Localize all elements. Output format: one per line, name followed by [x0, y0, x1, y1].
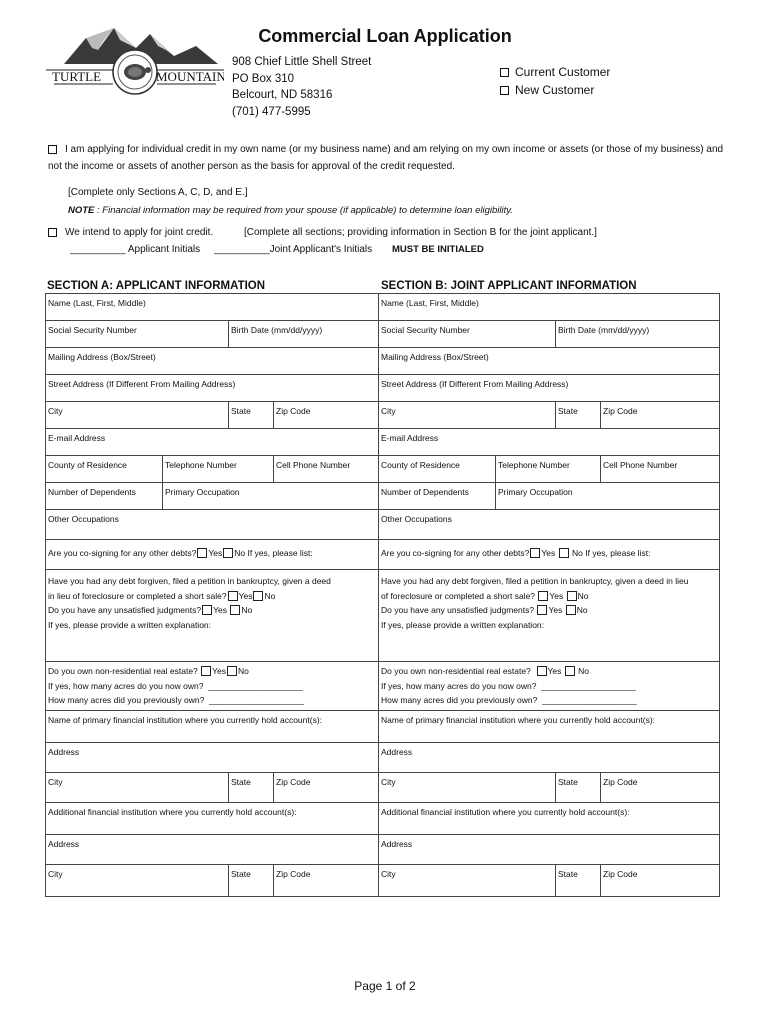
- joint-acres-prev-input[interactable]: ____________________: [542, 695, 637, 705]
- applicant-state-field[interactable]: State: [229, 402, 274, 428]
- applicant-zip-field[interactable]: Zip Code: [276, 406, 311, 416]
- joint-acres-now-input[interactable]: ____________________: [541, 680, 636, 691]
- joint-applicant-initials[interactable]: __________Joint Applicant's Initials: [214, 244, 373, 255]
- applicant-mailing-address-field[interactable]: Mailing Address (Box/Street): [46, 348, 379, 375]
- joint-additional-zip-field[interactable]: Zip Code: [603, 868, 638, 879]
- joint-debt-yes-checkbox[interactable]: [538, 591, 548, 601]
- current-customer-label: Current Customer: [515, 65, 611, 79]
- joint-zip-field[interactable]: Zip Code: [603, 406, 638, 416]
- joint-primary-institution-field[interactable]: Name of primary financial institution where you currently hold account(s):: [379, 710, 720, 742]
- applicant-cell-phone-field[interactable]: Cell Phone Number: [276, 460, 351, 470]
- turtle-mountain-logo: [46, 26, 224, 98]
- applicant-occupation-field[interactable]: Primary Occupation: [165, 487, 240, 497]
- joint-cosign-no-checkbox[interactable]: [559, 548, 569, 558]
- applicant-additional-institution-field[interactable]: Additional financial institution where you currently hold account(s):: [46, 802, 379, 834]
- page-number: Page 1 of 2: [354, 979, 416, 993]
- joint-telephone-field[interactable]: Telephone Number: [496, 456, 601, 482]
- joint-additional-institution-field[interactable]: Additional financial institution where you currently hold account(s):: [379, 802, 720, 834]
- credit-intro: [48, 141, 728, 175]
- applicant-real-estate-question: Do you own non-residential real estate? Yes No If yes, how many acres do you now own? ____________________ How many acres did you previously own? ____________________: [46, 662, 379, 711]
- joint-debt-question: Have you had any debt forgiven, filed a petition in bankruptcy, given a deed in lieu of foreclosure or completed a short sale? Yes No Do you have any unsatisfied judgments? Yes No If yes, please provide a written explanation:: [379, 570, 720, 662]
- joint-primary-zip-field[interactable]: Zip Code: [603, 776, 638, 787]
- applicant-birth-date-field[interactable]: Birth Date (mm/dd/yyyy): [231, 325, 323, 335]
- joint-city-field[interactable]: City: [379, 402, 556, 428]
- applicant-telephone-field[interactable]: Telephone Number: [163, 456, 274, 482]
- joint-debt-no-checkbox[interactable]: [567, 591, 577, 601]
- joint-birth-date-field[interactable]: Birth Date (mm/dd/yyyy): [558, 325, 650, 335]
- joint-occupation-field[interactable]: Primary Occupation: [498, 487, 573, 497]
- logo-text-right: MOUNTAIN: [156, 69, 224, 84]
- individual-credit-text: I am applying for individual credit in my own name (or my business name) and am relying on my own income or assets (or those of my business) and not the income or assets of another person as the basis for approval of the credit requested.: [48, 144, 724, 172]
- joint-cosign-question: Are you co-signing for any other debts? Yes No If yes, please list:: [379, 540, 720, 570]
- applicant-dependents-field[interactable]: Number of Dependents: [46, 483, 163, 509]
- joint-ssn-field[interactable]: Social Security Number: [379, 321, 556, 347]
- applicant-judgment-yes-checkbox[interactable]: [202, 605, 212, 615]
- joint-realestate-yes-checkbox[interactable]: [537, 666, 547, 676]
- applicant-county-field[interactable]: County of Residence: [46, 456, 163, 482]
- joint-credit-text: We intend to apply for joint credit.: [65, 227, 214, 238]
- joint-cell-phone-field[interactable]: Cell Phone Number: [603, 460, 678, 470]
- joint-realestate-no-checkbox[interactable]: [565, 666, 575, 676]
- applicant-primary-city-field[interactable]: City: [46, 773, 229, 802]
- applicant-realestate-yes-checkbox[interactable]: [201, 666, 211, 676]
- section-a-heading: SECTION A: APPLICANT INFORMATION: [47, 280, 266, 292]
- joint-primary-state-field[interactable]: State: [556, 773, 601, 802]
- joint-street-address-field[interactable]: Street Address (If Different From Mailing Address): [379, 375, 720, 402]
- applicant-cosign-no-checkbox[interactable]: [223, 548, 233, 558]
- must-be-initialed: MUST BE INITIALED: [392, 244, 484, 255]
- new-customer-label: New Customer: [515, 83, 595, 97]
- joint-state-field[interactable]: State: [556, 402, 601, 428]
- customer-type: [500, 63, 610, 99]
- page-title: Commercial Loan Application: [258, 26, 512, 46]
- joint-credit-row: [48, 227, 213, 238]
- logo-text-left: TURTLE: [52, 69, 102, 84]
- joint-judgment-no-checkbox[interactable]: [566, 605, 576, 615]
- joint-other-occupations-field[interactable]: Other Occupations: [379, 510, 720, 540]
- joint-county-field[interactable]: County of Residence: [379, 456, 496, 482]
- joint-real-estate-question: Do you own non-residential real estate? Yes No If yes, how many acres do you now own? ____________________ How many acres did you previously own? ____________________: [379, 662, 720, 711]
- applicant-acres-prev-input[interactable]: ____________________: [209, 695, 304, 705]
- joint-credit-checkbox[interactable]: [48, 228, 57, 237]
- applicant-judgment-no-checkbox[interactable]: [230, 605, 240, 615]
- applicant-additional-city-field[interactable]: City: [46, 865, 229, 896]
- applicant-form-table: [45, 293, 720, 897]
- applicant-debt-question: Have you had any debt forgiven, filed a petition in bankruptcy, given a deed in lieu of foreclosure or completed a short sale? Yes No Do you have any unsatisfied judgments? Yes No If yes, please provide a written explanation:: [46, 570, 379, 662]
- applicant-name-field[interactable]: Name (Last, First, Middle): [46, 294, 379, 321]
- joint-instructions: [Complete all sections; providing information in Section B for the joint applicant.]: [244, 227, 597, 238]
- applicant-cosign-yes-checkbox[interactable]: [197, 548, 207, 558]
- applicant-additional-zip-field[interactable]: Zip Code: [276, 868, 311, 879]
- joint-primary-city-field[interactable]: City: [379, 773, 556, 802]
- applicant-cosign-question: Are you co-signing for any other debts? Yes No If yes, please list:: [46, 540, 379, 570]
- applicant-additional-address-field[interactable]: Address: [46, 834, 379, 864]
- phone-number: (701) 477-5995: [232, 105, 311, 118]
- joint-cosign-yes-checkbox[interactable]: [530, 548, 540, 558]
- joint-name-field[interactable]: Name (Last, First, Middle): [379, 294, 720, 321]
- address-line: PO Box 310: [232, 72, 295, 85]
- joint-dependents-field[interactable]: Number of Dependents: [379, 483, 496, 509]
- joint-primary-address-field[interactable]: Address: [379, 742, 720, 772]
- complete-only-note: [Complete only Sections A, C, D, and E.]: [68, 187, 248, 198]
- applicant-primary-address-field[interactable]: Address: [46, 742, 379, 772]
- applicant-initials[interactable]: __________ Applicant Initials: [70, 244, 201, 255]
- applicant-other-occupations-field[interactable]: Other Occupations: [46, 510, 379, 540]
- spouse-note: [68, 205, 513, 216]
- address-line: Belcourt, ND 58316: [232, 89, 333, 101]
- applicant-city-field[interactable]: City: [46, 402, 229, 428]
- current-customer-checkbox[interactable]: [500, 68, 509, 77]
- joint-additional-state-field[interactable]: State: [556, 865, 601, 896]
- new-customer-checkbox[interactable]: [500, 86, 509, 95]
- applicant-primary-zip-field[interactable]: Zip Code: [276, 776, 311, 787]
- joint-judgment-yes-checkbox[interactable]: [537, 605, 547, 615]
- note-label: NOTE: [68, 205, 95, 216]
- note-text: : Financial information may be required from your spouse (if applicable) to determine loan eligibility.: [94, 205, 513, 216]
- applicant-primary-state-field[interactable]: State: [229, 773, 274, 802]
- applicant-primary-institution-field[interactable]: Name of primary financial institution where you currently hold account(s):: [46, 710, 379, 742]
- applicant-additional-state-field[interactable]: State: [229, 865, 274, 896]
- applicant-street-address-field[interactable]: Street Address (If Different From Mailing Address): [46, 375, 379, 402]
- applicant-realestate-no-checkbox[interactable]: [227, 666, 237, 676]
- joint-email-field[interactable]: E-mail Address: [379, 429, 720, 456]
- address-line: 908 Chief Little Shell Street: [232, 56, 372, 68]
- applicant-email-field[interactable]: E-mail Address: [46, 429, 379, 456]
- joint-additional-city-field[interactable]: City: [379, 865, 556, 896]
- applicant-ssn-field[interactable]: Social Security Number: [46, 321, 229, 347]
- section-b-heading: SECTION B: JOINT APPLICANT INFORMATION: [381, 280, 637, 292]
- applicant-debt-no-checkbox[interactable]: [253, 591, 263, 601]
- joint-additional-address-field[interactable]: Address: [379, 834, 720, 864]
- office-address: [232, 54, 371, 120]
- joint-mailing-address-field[interactable]: Mailing Address (Box/Street): [379, 348, 720, 375]
- applicant-debt-yes-checkbox[interactable]: [228, 591, 238, 601]
- applicant-acres-now-input[interactable]: ____________________: [208, 680, 303, 691]
- individual-credit-checkbox[interactable]: [48, 145, 57, 154]
